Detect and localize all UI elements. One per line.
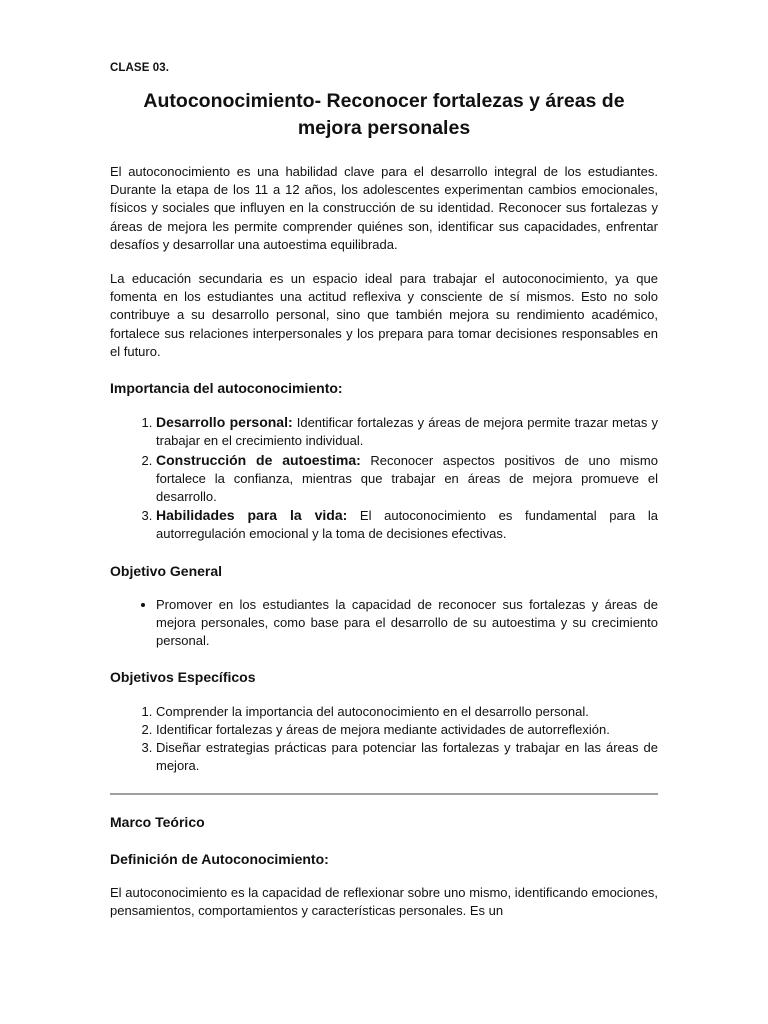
list-item: • Promover en los estudiantes la capacidad de reconocer sus fortalezas y áreas de mejora personales, como base para el desarrollo de su autoestima y su crecimiento personal.	[156, 596, 658, 651]
definicion-paragraph: El autoconocimiento es la capacidad de reflexionar sobre uno mismo, identificando emociones, pensamientos, comportamientos y características personales. Es un	[110, 884, 658, 919]
item-lead: Desarrollo personal:	[156, 414, 293, 431]
objetivos-especificos-heading: Objetivos Específicos	[110, 669, 256, 686]
list-item: 2. Identificar fortalezas y áreas de mejora mediante actividades de autorreflexión.	[156, 721, 658, 739]
item-text: Reconocer aspectos positivos de uno mismo fortalece la confianza, mientras que trabajar en áreas de mejora promueve el desarrollo.	[156, 452, 658, 505]
list-item: 1. Comprender la importancia del autoconocimiento en el desarrollo personal.	[156, 703, 658, 721]
list-item	[156, 451, 658, 507]
objetivos-especificos-list	[110, 703, 658, 776]
definicion-heading: Definición de Autoconocimiento:	[110, 850, 329, 867]
item-text: Identificar fortalezas y áreas de mejora permite trazar metas y trabajar en el crecimiento individual.	[156, 415, 658, 449]
importancia-list	[110, 413, 658, 543]
class-label: CLASE 03.	[110, 62, 170, 74]
item-lead: Habilidades para la vida:	[156, 507, 348, 524]
document-title: Autoconocimiento- Reconocer fortalezas y áreas de mejora personales	[143, 90, 625, 139]
horizontal-divider	[110, 793, 658, 795]
item-text: El autoconocimiento es fundamental para la autorregulación emocional y la toma de decisiones efectivas.	[156, 508, 658, 542]
intro-paragraph: El autoconocimiento es una habilidad clave para el desarrollo integral de los estudiantes. Durante la etapa de los 11 a 12 años, los adolescentes experimentan cambios emocionales, físicos y sociales que influyen en la construcción de su identidad. Reconocer sus fortalezas y áreas de mejora les permite comprender quiénes son, identificar sus capacidades, enfrentar desafíos y desarrollar una autoestima equilibrada.	[110, 164, 658, 252]
document-body	[110, 163, 658, 920]
objetivo-general-heading: Objetivo General	[110, 562, 223, 579]
importancia-heading: Importancia del autoconocimiento:	[110, 380, 343, 397]
objetivo-general-list	[110, 596, 658, 651]
second-paragraph: La educación secundaria es un espacio ideal para trabajar el autoconocimiento, ya que fomenta en los estudiantes una actitud reflexiva y consciente de sí mismos. Esto no solo contribuye a su desarrollo personal, sino que también mejora su rendimiento académico, fortalece sus relaciones interpersonales y los prepara para tomar decisiones responsables en el futuro.	[110, 271, 658, 359]
list-item	[156, 413, 658, 450]
item-lead: Construcción de autoestima:	[156, 451, 361, 468]
list-item	[156, 506, 658, 543]
marco-teorico-heading: Marco Teórico	[110, 814, 205, 831]
list-item: 3. Diseñar estrategias prácticas para potenciar las fortalezas y trabajar en las áreas de mejora.	[156, 739, 658, 775]
